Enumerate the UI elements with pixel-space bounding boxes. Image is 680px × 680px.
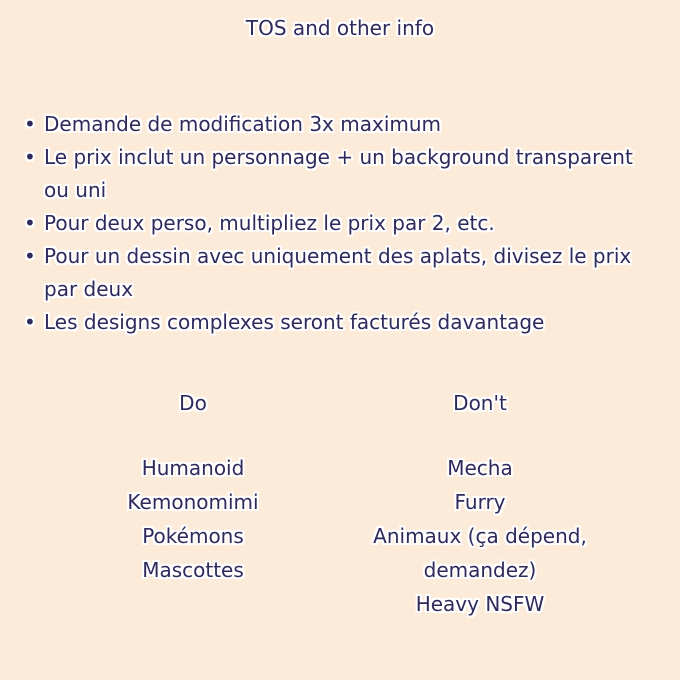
- do-heading: Do: [179, 391, 207, 415]
- dont-heading: Don't: [453, 391, 507, 415]
- do-item: Pokémons: [142, 524, 244, 548]
- dont-item: demandez): [423, 558, 537, 582]
- rule-text: Les designs complexes seront facturés davantage: [44, 310, 545, 334]
- do-column: [93, 386, 293, 587]
- do-item: Kemonomimi: [127, 490, 259, 514]
- rule-item: [24, 108, 644, 141]
- page-title: TOS and other info: [245, 16, 435, 40]
- do-item: Mascottes: [142, 558, 244, 582]
- dont-item: Furry: [454, 490, 506, 514]
- rule-item: [24, 240, 644, 306]
- bullet-icon: •: [24, 211, 36, 235]
- dont-item: Heavy NSFW: [415, 592, 545, 616]
- bullet-icon: •: [24, 145, 36, 169]
- dont-item: Mecha: [447, 456, 513, 480]
- rule-text: Le prix inclut un personnage + un background transparent ou uni: [44, 145, 633, 202]
- bullet-icon: •: [24, 112, 36, 136]
- rule-text: Pour un dessin avec uniquement des aplats, divisez le prix par deux: [44, 244, 632, 301]
- dont-item: Animaux (ça dépend,: [373, 524, 587, 548]
- rule-item: [24, 306, 644, 339]
- rules-list: [24, 108, 644, 339]
- bullet-icon: •: [24, 310, 36, 334]
- rule-item: [24, 141, 644, 207]
- dont-column: [330, 386, 630, 621]
- rule-item: [24, 207, 644, 240]
- rule-text: Demande de modification 3x maximum: [44, 112, 442, 136]
- rule-text: Pour deux perso, multipliez le prix par 2, etc.: [44, 211, 495, 235]
- do-item: Humanoid: [141, 456, 245, 480]
- bullet-icon: •: [24, 244, 36, 268]
